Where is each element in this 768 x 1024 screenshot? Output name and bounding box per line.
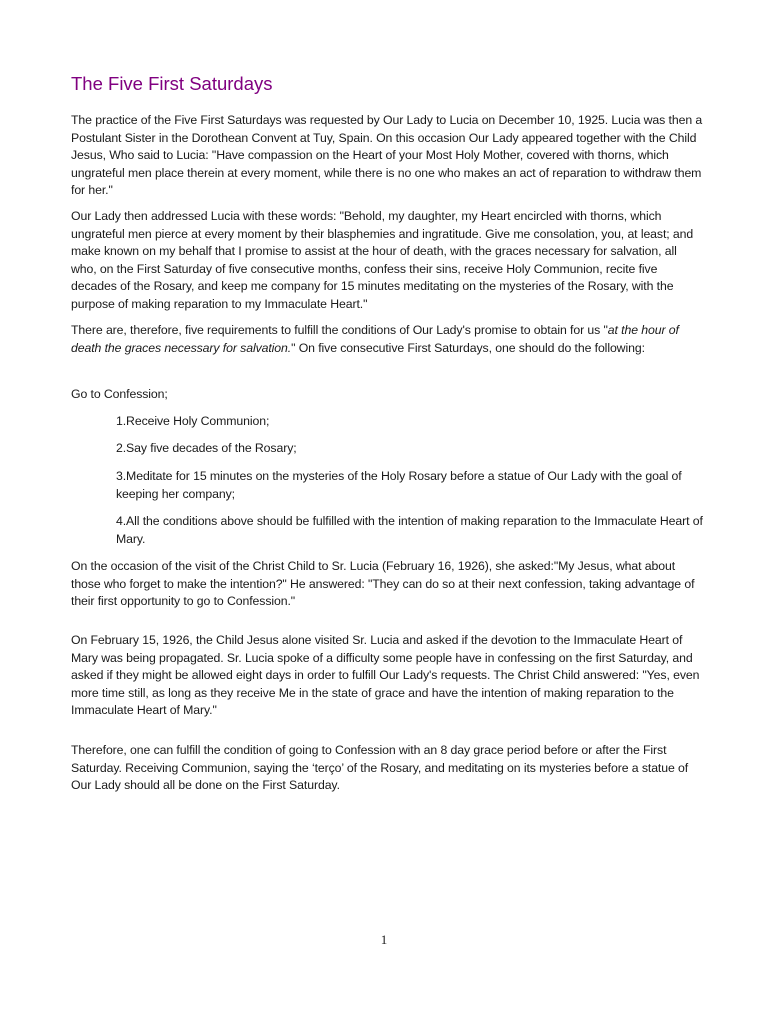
paragraph-conclusion: Therefore, one can fulfill the condition of going to Confession with an 8 day grace period before or after the First Saturday. Receiving Communion, saying the ‘terço’ of the Rosary, and meditating on its mysteries before a statue of Our Lady should all be done on the First Saturday. bbox=[71, 743, 689, 793]
paragraph-requirements bbox=[71, 322, 703, 357]
requirements-quote-italic: at the hour of death the graces necessary for salvation. bbox=[71, 323, 679, 355]
page-title: The Five First Saturdays bbox=[71, 73, 273, 94]
paragraph-our-lady-words: Our Lady then addressed Lucia with these words: "Behold, my daughter, my Heart encircled with thorns, which ungrateful men pierce at every moment by their blasphemies and ingratitude. Give me consolation, you, at least; and make known on my behalf that I promise to assist at the hour of death, with the graces necessary for salvation, all who, on the First Saturday of five consecutive months, confess their sins, receive Holy Communion, recite five decades of the Rosary, and keep me company for 15 minutes meditating on the mysteries of the Rosary, with the purpose of making reparation to my Immaculate Heart." bbox=[71, 209, 694, 311]
paragraph-christ-child-visit: On the occasion of the visit of the Christ Child to Sr. Lucia (February 16, 1926), she asked:"My Jesus, what about those who forget to make the intention?" He answered: "They can do so at their next confession, taking advantage of their first opportunity to go to Confession." bbox=[71, 559, 695, 609]
page-number: 1 bbox=[380, 932, 388, 947]
list-item-meditate: 3.Meditate for 15 minutes on the mysteries of the Holy Rosary before a statue of Our Lady with the goal of keeping her company; bbox=[116, 469, 682, 501]
list-item-communion: 1.Receive Holy Communion; bbox=[116, 414, 270, 428]
requirements-text-end: " On five consecutive First Saturdays, one should do the following: bbox=[291, 340, 645, 355]
paragraph-intro: The practice of the Five First Saturdays was requested by Our Lady to Lucia on December 10, 1925. Lucia was then a Postulant Sister in the Dorothean Convent at Tuy, Spain. On this occasion Our Lady appeared together with the Child Jesus, Who said to Lucia: "Have compassion on the Heart of your Most Holy Mother, covered with thorns, which ungrateful men place therein at every moment, while there is no one who makes an act of reparation to withdraw them for her." bbox=[71, 113, 703, 198]
list-item-reparation: 4.All the conditions above should be fulfilled with the intention of making reparation to the Immaculate Heart of Mary. bbox=[116, 514, 703, 546]
paragraph-go-to-confession: Go to Confession; bbox=[71, 387, 168, 401]
requirements-text-start: There are, therefore, five requirements to fulfill the conditions of Our Lady's promise to obtain for us " bbox=[71, 323, 608, 337]
list-item-rosary: 2.Say five decades of the Rosary; bbox=[116, 441, 297, 455]
paragraph-february-visit: On February 15, 1926, the Child Jesus alone visited Sr. Lucia and asked if the devotion to the Immaculate Heart of Mary was being propagated. Sr. Lucia spoke of a difficulty some people have in confessing on the first Saturday, and asked if they might be allowed eight days in order to fulfill Our Lady's requests. The Christ Child answered: "Yes, even more time still, as long as they receive Me in the state of grace and have the intention of making reparation to the Immaculate Heart of Mary." bbox=[71, 633, 700, 718]
